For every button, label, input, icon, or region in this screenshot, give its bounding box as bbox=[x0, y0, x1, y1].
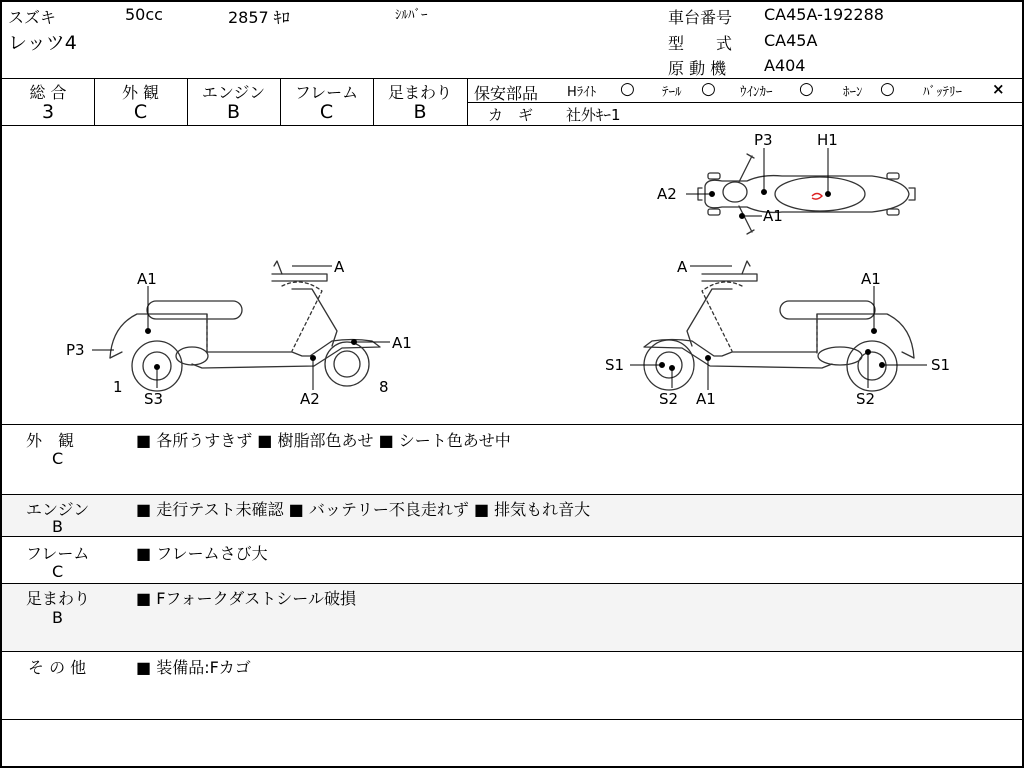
grade-value-exterior: C bbox=[133, 101, 148, 123]
remark-text-frame: ■ フレームさび大 bbox=[136, 544, 268, 563]
grade-label-overall: 総 合 bbox=[29, 83, 67, 102]
scooter-top-view bbox=[698, 154, 915, 234]
label-right-s1-right: S1 bbox=[931, 356, 951, 374]
remark-grade-exterior: C bbox=[52, 449, 64, 468]
model-label: 型 式 bbox=[668, 34, 733, 53]
divider bbox=[2, 78, 1022, 79]
remark-grade-engine: B bbox=[52, 517, 63, 536]
remark-text-engine: ■ 走行テスト未確認 ■ バッテリー不良走れず ■ 排気もれ音大 bbox=[136, 500, 591, 519]
damage-mark bbox=[812, 194, 822, 200]
label-right-s2-right: S2 bbox=[856, 390, 876, 408]
label-left-p3: P3 bbox=[66, 341, 85, 359]
damage-diagram bbox=[2, 126, 1022, 424]
remark-label-exterior: 外 観 bbox=[26, 431, 75, 450]
frame-no-label: 車台番号 bbox=[668, 8, 733, 27]
divider bbox=[468, 102, 1022, 103]
label-right-a: A bbox=[677, 258, 688, 276]
model-name: レッツ4 bbox=[8, 32, 77, 54]
maker: スズキ bbox=[8, 8, 57, 27]
label-left-a2: A2 bbox=[300, 390, 320, 408]
displacement: 50cc bbox=[125, 5, 163, 24]
divider bbox=[467, 78, 468, 125]
grade-value-suspension: B bbox=[413, 101, 427, 123]
label-a1-top: A1 bbox=[763, 207, 783, 225]
mileage: 2857 ｷﾛ bbox=[228, 8, 290, 27]
safety-item-headlight: Hﾗｲﾄ bbox=[567, 85, 597, 100]
remark-label-suspension: 足まわり bbox=[26, 589, 91, 608]
divider bbox=[2, 719, 1022, 720]
remark-text-suspension: ■ Fフォークダストシール破損 bbox=[136, 589, 356, 608]
model-code: CA45A bbox=[764, 31, 818, 50]
label-left-a1-front: A1 bbox=[392, 334, 412, 352]
safety-label: 保安部品 bbox=[474, 84, 539, 103]
grade-label-exterior: 外 観 bbox=[121, 83, 160, 102]
remark-grade-suspension: B bbox=[52, 608, 63, 627]
remark-text-exterior: ■ 各所うすきず ■ 樹脂部色あせ ■ シート色あせ中 bbox=[136, 431, 511, 450]
safety-mark-horn: ○ bbox=[880, 79, 895, 99]
safety-item-winker: ｳｲﾝｶｰ bbox=[740, 85, 773, 100]
label-left-1: 1 bbox=[113, 378, 123, 396]
safety-item-battery: ﾊﾞｯﾃﾘｰ bbox=[923, 85, 962, 100]
grade-value-frame: C bbox=[319, 101, 334, 123]
divider bbox=[2, 651, 1022, 652]
label-right-a1-seat: A1 bbox=[861, 270, 881, 288]
label-left-a1-seat: A1 bbox=[137, 270, 157, 288]
divider bbox=[2, 583, 1022, 584]
label-right-s2-left: S2 bbox=[659, 390, 679, 408]
grade-label-engine: エンジン bbox=[201, 83, 266, 102]
remark-text-other: ■ 装備品:Fカゴ bbox=[136, 658, 251, 677]
grade-value-engine: B bbox=[226, 101, 241, 123]
divider bbox=[2, 494, 1022, 495]
key-label: カ ギ bbox=[488, 106, 534, 124]
remark-label-engine: エンジン bbox=[26, 500, 90, 519]
divider bbox=[2, 424, 1022, 425]
key-value: 社外ｷｰ1 bbox=[566, 106, 621, 124]
remark-label-frame: フレーム bbox=[26, 544, 90, 563]
safety-item-horn: ﾎｰﾝ bbox=[843, 85, 863, 100]
label-right-a1-bottom: A1 bbox=[696, 390, 716, 408]
grade-value-overall: 3 bbox=[41, 101, 55, 123]
label-p3-top: P3 bbox=[754, 131, 773, 149]
grade-label-frame: フレーム bbox=[294, 83, 359, 102]
label-h1-top: H1 bbox=[817, 131, 838, 149]
color: ｼﾙﾊﾞｰ bbox=[395, 8, 428, 23]
grade-label-suspension: 足まわり bbox=[387, 83, 452, 102]
remark-grade-frame: C bbox=[52, 562, 64, 581]
label-a2-top: A2 bbox=[657, 185, 677, 203]
engine-code: A404 bbox=[764, 56, 806, 75]
label-left-8: 8 bbox=[379, 378, 389, 396]
safety-mark-winker: ○ bbox=[799, 79, 814, 99]
safety-item-tail: ﾃｰﾙ bbox=[662, 85, 682, 100]
frame-no: CA45A-192288 bbox=[764, 5, 884, 24]
safety-mark-headlight: ○ bbox=[620, 79, 635, 99]
label-left-s3: S3 bbox=[144, 390, 164, 408]
engine-label: 原 動 機 bbox=[668, 59, 727, 78]
label-left-a: A bbox=[334, 258, 345, 276]
safety-mark-battery: × bbox=[992, 80, 1005, 98]
remark-label-other: そ の 他 bbox=[28, 658, 87, 677]
safety-mark-tail: ○ bbox=[701, 79, 716, 99]
label-right-s1-left: S1 bbox=[605, 356, 625, 374]
divider bbox=[2, 536, 1022, 537]
